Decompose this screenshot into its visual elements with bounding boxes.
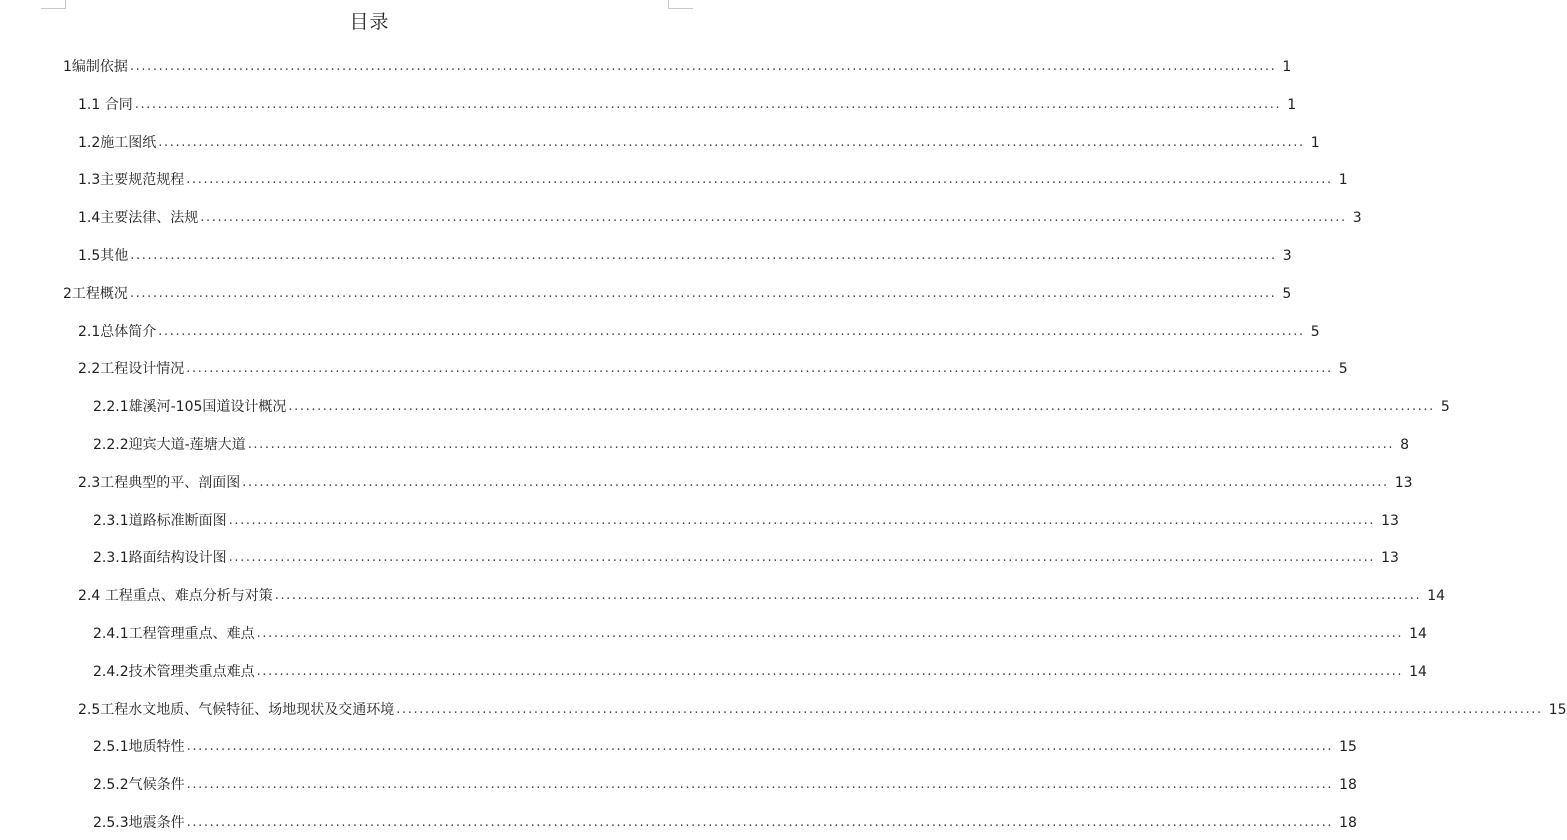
toc-entry-page: 14 [1409,664,1427,680]
toc-leader-dots: ........................................................................................................................................................................................................ [129,59,1277,74]
toc-entry[interactable] [78,91,1297,115]
toc-entry-label: 1.1 合同 [78,97,133,113]
toc-leader-dots: ........................................................................................................................................................................................................ [186,739,1334,754]
toc-entry-page: 1 [1310,135,1320,151]
toc-leader-dots: ........................................................................................................................................................................................................ [396,702,1543,717]
toc-entry-page: 5 [1338,361,1348,377]
toc-entry[interactable] [78,355,1348,379]
toc-entry-label: 2.3.1道路标准断面图 [93,513,227,529]
toc-entry[interactable] [93,733,1357,757]
toc-leader-dots: ........................................................................................................................................................................................................ [288,399,1435,414]
toc-entry-label: 1.5其他 [78,248,129,264]
toc-entry[interactable] [63,53,1292,77]
toc-entry-page: 8 [1400,437,1410,453]
toc-entry-page: 3 [1352,210,1362,226]
toc-entry[interactable] [93,393,1450,417]
toc-entry-label: 1.4主要法律、法规 [78,210,199,226]
toc-entry-label: 1编制依据 [63,59,128,75]
toc-entry-page: 1 [1282,59,1292,75]
toc-entry-page: 5 [1310,324,1320,340]
toc-entry-page: 18 [1339,815,1357,831]
toc-entry-label: 2.1总体简介 [78,324,157,340]
toc-entry-page: 1 [1338,172,1348,188]
toc-entry-label: 1.2施工图纸 [78,135,157,151]
toc-entry[interactable] [78,582,1446,606]
toc-leader-dots: ........................................................................................................................................................................................................ [200,210,1347,225]
toc-entry[interactable] [78,318,1320,342]
toc-entry-label: 2工程概况 [63,286,128,302]
toc-entry[interactable] [93,620,1427,644]
toc-leader-dots: ........................................................................................................................................................................................................ [256,626,1404,641]
toc-leader-dots: ........................................................................................................................................................................................................ [228,550,1376,565]
toc-entry-label: 2.5.3地震条件 [93,815,185,831]
toc-entry-label: 2.5.1地质特性 [93,739,185,755]
toc-entry-label: 2.3.1路面结构设计图 [93,550,227,566]
toc-entry-label: 2.5工程水文地质、气候特征、场地现状及交通环境 [78,702,395,718]
toc-leader-dots: ........................................................................................................................................................................................................ [186,815,1334,830]
toc-entry-label: 2.3工程典型的平、剖面图 [78,475,241,491]
toc-entry-label: 2.5.2气候条件 [93,777,185,793]
toc-leader-dots: ........................................................................................................................................................................................................ [242,475,1389,490]
toc-entry[interactable] [93,771,1357,795]
toc-leader-dots: ........................................................................................................................................................................................................ [130,248,1277,263]
toc-entry-page: 5 [1282,286,1292,302]
toc-entry[interactable] [78,242,1292,266]
toc-entry[interactable] [63,280,1292,304]
toc-entry[interactable] [78,204,1362,228]
toc-leader-dots: ........................................................................................................................................................................................................ [228,513,1376,528]
toc-entry-page: 3 [1282,248,1292,264]
toc-title: 目录 [349,11,390,33]
toc-entry-page: 5 [1440,399,1450,415]
toc-entry[interactable] [93,507,1399,531]
crop-mark-top-left [41,0,66,9]
toc-entry[interactable] [93,431,1410,455]
toc-entry-page: 15 [1339,739,1357,755]
toc-entry-page: 14 [1427,588,1446,604]
toc-entry-page: 13 [1381,513,1399,529]
toc-entry-label: 2.2.2迎宾大道-莲塘大道 [93,437,246,453]
toc-leader-dots: ........................................................................................................................................................................................................ [129,286,1277,301]
toc-entry-page: 1 [1287,97,1297,113]
toc-entry[interactable] [93,809,1357,833]
toc-entry-page: 18 [1339,777,1357,793]
toc-leader-dots: ........................................................................................................................................................................................................ [247,437,1395,452]
toc-entry[interactable] [93,544,1399,568]
toc-entry[interactable] [78,469,1413,493]
toc-leader-dots: ........................................................................................................................................................................................................ [186,172,1333,187]
toc-entry[interactable] [93,658,1427,682]
toc-entry-page: 13 [1381,550,1399,566]
toc-entry-label: 2.2工程设计情况 [78,361,185,377]
toc-leader-dots: ........................................................................................................................................................................................................ [134,97,1282,112]
toc-leader-dots: ........................................................................................................................................................................................................ [158,135,1305,150]
toc-entry-label: 2.2.1雄溪河-105国道设计概况 [93,399,287,415]
toc-entry[interactable] [78,166,1348,190]
toc-entry-label: 2.4.1工程管理重点、难点 [93,626,255,642]
toc-leader-dots: ........................................................................................................................................................................................................ [186,777,1334,792]
toc-entry-label: 2.4.2技术管理类重点难点 [93,664,255,680]
toc-leader-dots: ........................................................................................................................................................................................................ [274,588,1422,603]
toc-entry[interactable] [78,696,1567,720]
toc-leader-dots: ........................................................................................................................................................................................................ [158,324,1305,339]
toc-entry-label: 2.4 工程重点、难点分析与对策 [78,588,273,604]
toc-entry[interactable] [78,129,1320,153]
toc-leader-dots: ........................................................................................................................................................................................................ [256,664,1404,679]
toc-entry-page: 15 [1548,702,1567,718]
toc-entry-page: 13 [1394,475,1413,491]
crop-mark-top-right [668,0,693,9]
toc-entry-label: 1.3主要规范规程 [78,172,185,188]
toc-entry-page: 14 [1409,626,1427,642]
toc-leader-dots: ........................................................................................................................................................................................................ [186,361,1333,376]
